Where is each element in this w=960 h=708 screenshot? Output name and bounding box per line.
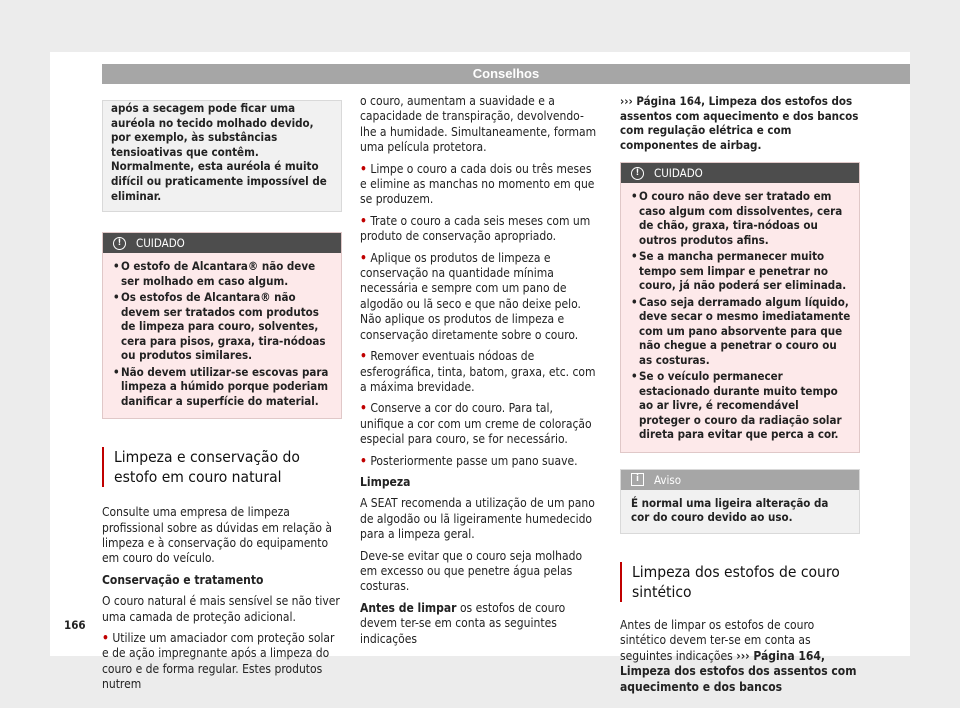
caution-label: CUIDADO [136,236,185,251]
section-title: Limpeza e conservação do estofo em couro natural [102,447,342,487]
info-icon: i [631,473,644,486]
caution-item: • Se o veículo permanecer estacionado durante muito tempo ao ar livre, é recomendável proteger o couro da radiação solar direta para evitar que perca a cor. [631,369,851,442]
header-title: Conselhos [472,66,540,81]
aviso-label: Aviso [654,472,682,487]
paragraph: o couro, aumentam a suavidade e a capacidade de transpiração, devolvendo-lhe a humidade. Simultaneamente, formam uma película protetora. [360,94,597,155]
aviso-box [620,469,860,534]
intro-paragraph: Consulte uma empresa de limpeza profissional sobre as dúvidas em relação à limpeza e à conservação do equipamento em couro do veículo. [102,505,332,566]
bullet-item: • Aplique os produtos de limpeza e conservação na quantidade mínima necessária e sempre com um pano de algodão ou lã seco e que não deixe pelo. Não aplique os produtos de limpeza e conservação diretamente sobre o couro. [360,250,581,342]
warning-icon: ! [631,167,644,180]
caution-box-2 [620,162,860,453]
reference-arrow: ››› [736,648,750,663]
caution-item: • Os estofos de Alcantara® não devem ser tratados com produtos de limpeza para couro, solventes, cera para pisos, graxa, tira-nódoas ou produtos similares. [113,290,333,363]
caution-header [103,233,341,253]
bullet-text: Aplique os produtos de limpeza e conservação na quantidade mínima necessária e sempre com um pano de algodão ou lã seco e que não deixe pelo. Não aplique os produtos de limpeza e conservação diretamente sobre o couro. [360,250,581,342]
paragraph: Deve-se evitar que o couro seja molhado em excesso ou que penetre água pelas costuras. [360,548,583,594]
bold-lead: Antes de limpar [360,600,457,615]
paragraph-text: os estofos de couro devem ter-se em conta as seguintes indicações [360,600,566,646]
aviso-text: É normal uma ligeira alteração da cor do couro devido ao uso. [631,495,829,525]
aviso-header [621,470,859,490]
page-number: 166 [64,618,86,632]
bullet-text: Posteriormente passe um pano suave. [370,453,578,468]
column-2 [360,94,600,653]
caution-list [621,183,859,452]
reference-text: Página 164, Limpeza dos estofos dos assentos com aquecimento e dos bancos [620,648,857,694]
caution-item: • O couro não deve ser tratado em caso algum com dissolventes, cera de chão, graxa, tira-nódoas ou outros produtos afins. [631,189,851,247]
paragraph: A SEAT recomenda a utilização de um pano de algodão ou lã ligeiramente humedecido para a limpeza geral. [360,496,595,542]
note-text: após a secagem pode ficar uma auréola no tecido molhado devido, por exemplo, às substâncias tensioativas que contêm. Normalmente, esta auréola é muito difícil ou praticamente impossível de eliminar. [111,101,327,203]
caution-label: CUIDADO [654,166,703,181]
paragraph [620,618,860,695]
caution-item: • Caso seja derramado algum líquido, deve secar o mesmo imediatamente com um pano absorvente para que não chegue a penetrar o couro ou as costuras. [631,295,851,368]
bullet-text: Utilize um amaciador com proteção solar e de ação impregnante após a limpeza do couro e de forma regular. Estes produtos nutrem [102,631,335,692]
caution-header [621,163,859,183]
sub-heading: Conservação e tratamento [102,572,264,587]
warning-icon: ! [113,237,126,250]
caution-box-1 [102,232,342,419]
sub-heading: Limpeza [360,474,411,489]
bullet-text: Trate o couro a cada seis meses com um produto de conservação apropriado. [360,213,591,244]
column-1 [102,100,342,699]
page-header [102,64,910,84]
bullet-text: Conserve a cor do couro. Para tal, unifique a cor com um creme de coloração especial para couro, se for necessário. [360,401,592,447]
reference-arrow: ››› [620,94,633,108]
bullet-text: Limpe o couro a cada dois ou três meses e elimine as manchas no momento em que se produzem. [360,161,595,207]
page-reference [620,94,860,152]
manual-page [50,52,910,694]
bullet-item: • Utilize um amaciador com proteção solar e de ação impregnante após a limpeza do couro e de forma regular. Estes produtos nutrem [102,631,335,692]
caution-item: • Se a mancha permanecer muito tempo sem limpar e penetrar no couro, já não poderá ser eliminada. [631,249,851,293]
caution-list [103,253,341,418]
note-box [102,100,342,212]
column-3 [620,94,860,701]
paragraph-text: Antes de limpar os estofos de couro sintético devem ter-se em conta as seguintes indicações [620,617,815,663]
bullet-item: • Remover eventuais nódoas de esferográfica, tinta, batom, graxa, etc. com a máxima brevidade. [360,349,596,394]
bullet-item: • Limpe o couro a cada dois ou três meses e elimine as manchas no momento em que se produzem. [360,161,595,207]
reference-text: Página 164, Limpeza dos estofos dos assentos com aquecimento e dos bancos com regulação elétrica e com componentes de airbag. [620,94,859,152]
caution-item: • O estofo de Alcantara® não deve ser molhado em caso algum. [113,259,333,288]
caution-item: • Não devem utilizar-se escovas para limpeza a húmido porque poderiam danificar a superfície do material. [113,365,333,409]
bullet-item: • Conserve a cor do couro. Para tal, unifique a cor com um creme de coloração especial para couro, se for necessário. [360,401,592,447]
bullet-text: Remover eventuais nódoas de esferográfica, tinta, batom, graxa, etc. com a máxima brevidade. [360,349,596,394]
bullet-item: • Trate o couro a cada seis meses com um produto de conservação apropriado. [360,213,591,244]
section-title: Limpeza dos estofos de couro sintético [620,562,860,602]
bullet-item: • Posteriormente passe um pano suave. [360,453,578,468]
paragraph [360,601,600,647]
paragraph: O couro natural é mais sensível se não tiver uma camada de proteção adicional. [102,594,340,624]
